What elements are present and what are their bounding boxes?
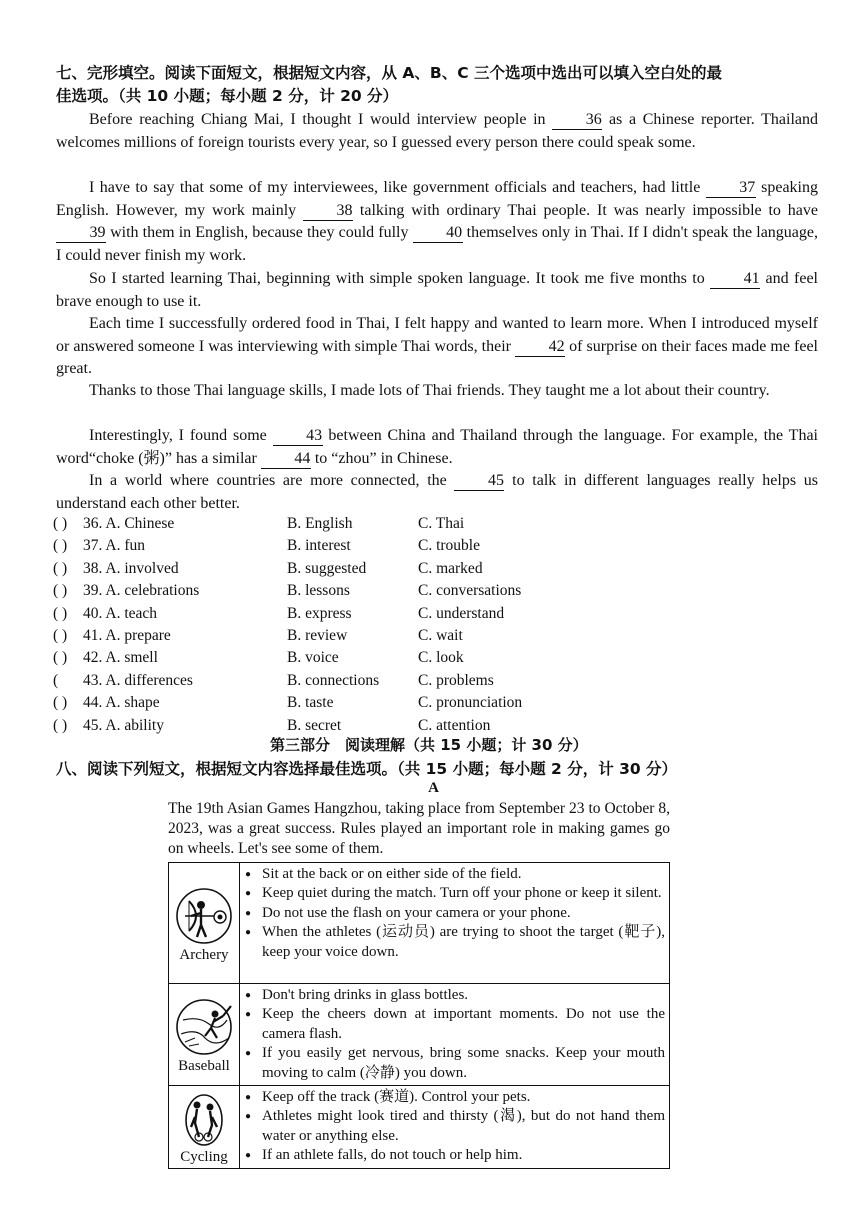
option-a: 39. A. celebrations [83, 582, 200, 600]
answer-bracket[interactable]: ( ) [53, 694, 68, 712]
text-run: In a world where countries are more connected, the [89, 472, 455, 489]
answer-bracket[interactable]: ( ) [53, 604, 68, 622]
table-row [169, 1086, 670, 1169]
text-run: themselves only in Thai. If I didn't speak the language, I could never finish my work. [56, 224, 818, 264]
text-run: of surprise on their faces made me feel great. [56, 337, 818, 378]
passage-label: A [428, 780, 439, 796]
rules-list [240, 984, 669, 1085]
text-run: and feel brave enough to use it. [56, 270, 819, 310]
text-run: to talk in different languages really helps us understand each other better. [56, 472, 818, 512]
passage-paragraph-2 [56, 177, 818, 267]
rule-item: ● Keep the cheers down at important moments. Do not use the camera flash. [262, 1005, 665, 1044]
option-b: B. interest [287, 537, 351, 555]
option-c: C. understand [418, 604, 505, 622]
blank-39: 39 [56, 224, 106, 243]
part3-heading: 第三部分 阅读理解（共 15 小题；计 30 分） [270, 736, 588, 754]
text-run: So I started learning Thai, beginning with simple spoken language. It took me five months to [89, 270, 711, 287]
answer-bracket[interactable]: ( ) [53, 582, 68, 600]
option-b: B. review [287, 626, 348, 644]
answer-bracket[interactable]: ( ) [53, 559, 68, 577]
option-c: C. attention [418, 716, 491, 734]
passage-paragraph-7 [56, 470, 818, 515]
question-row [53, 692, 573, 714]
option-b: B. suggested [287, 559, 367, 577]
option-b: B. voice [287, 649, 339, 667]
text-run: talking with ordinary Thai people. It was nearly impossible to have [353, 201, 819, 219]
blank-43: 43 [273, 427, 323, 446]
rule-item: ● If an athlete falls, do not touch or help him. [262, 1146, 665, 1165]
option-a: 43. A. differences [83, 671, 193, 689]
option-c: C. look [418, 649, 464, 667]
sport-name: Cycling [180, 1148, 228, 1165]
section8-heading: 八、阅读下列短文，根据短文内容选择最佳选项。（共 15 小题；每小题 2 分，计 30 分） [56, 760, 678, 778]
answer-bracket[interactable]: ( ) [53, 515, 68, 532]
option-a: 38. A. involved [83, 559, 179, 577]
question-row [53, 558, 573, 580]
text-run: to “zhou” in Chinese. [310, 449, 453, 467]
option-b: B. connections [287, 671, 380, 689]
passage-paragraph-6 [56, 425, 818, 470]
text-run: with them in English, because they could fully [106, 224, 413, 242]
table-row [169, 863, 670, 984]
blank-45: 45 [454, 472, 504, 491]
rule-item: ● Do not use the flash on your camera or your phone. [262, 904, 665, 923]
question-options [53, 513, 573, 737]
option-c: C. Thai [418, 515, 465, 532]
sport-name: Archery [179, 946, 229, 963]
option-c: C. wait [418, 626, 463, 644]
rule-item: ● When the athletes (运动员) are trying to shoot the target (靶子), keep your voice down. [262, 923, 665, 962]
text-run: between China and Thailand through the language. For example, the Thai word“choke (粥)” has a similar [56, 427, 818, 467]
blank-38: 38 [303, 202, 353, 221]
rule-item: ● Athletes might look tired and thirsty (渴), but do not hand them water or anything else. [262, 1107, 665, 1146]
question-row [53, 603, 573, 625]
question-row [53, 625, 573, 647]
option-c: C. marked [418, 559, 483, 577]
question-row [53, 513, 573, 535]
passage-paragraph-3 [56, 268, 818, 313]
text-run: as a Chinese reporter. Thailand welcomes millions of foreign tourists every year, so I guessed every person there could speak some. [56, 111, 818, 151]
blank-44: 44 [261, 450, 311, 469]
rule-item: ● Don't bring drinks in glass bottles. [262, 986, 665, 1005]
blank-42: 42 [515, 338, 565, 357]
option-a: 44. A. shape [83, 694, 160, 712]
question-row [53, 580, 573, 602]
rules-cell [240, 863, 670, 984]
question-row [53, 647, 573, 669]
section7-heading-line2: 佳选项。（共 10 小题；每小题 2 分，计 20 分） [56, 86, 399, 105]
rule-item: ● Keep quiet during the match. Turn off your phone or keep it silent. [262, 884, 665, 903]
option-a: 45. A. ability [83, 716, 164, 734]
rules-list [240, 1086, 669, 1168]
text-run: I have to say that some of my interviewees, like government officials and teachers, had little [89, 179, 706, 196]
answer-bracket[interactable]: ( [53, 671, 59, 689]
baseball-icon [175, 998, 233, 1056]
archery-icon [175, 887, 233, 945]
option-c: C. problems [418, 671, 494, 689]
section7-heading [56, 62, 820, 107]
text-run: Interestingly, I found some [89, 427, 273, 444]
text-run: Each time I successfully ordered food in Thai, I felt happy and wanted to learn more. When I introduced myself or answered someone I was interviewing with simple Thai words, their [56, 315, 818, 355]
rules-cell [240, 984, 670, 1086]
rules-list [240, 863, 669, 964]
table-row [169, 984, 670, 1086]
option-a: 36. A. Chinese [83, 515, 175, 532]
option-c: C. pronunciation [418, 694, 523, 712]
rule-item: ● If you easily get nervous, bring some snacks. Keep your mouth moving to calm (冷静) you down. [262, 1044, 665, 1083]
sport-name: Baseball [178, 1058, 230, 1075]
rules-table [168, 862, 670, 1169]
option-a: 40. A. teach [83, 604, 158, 622]
blank-41: 41 [710, 270, 760, 289]
blank-37: 37 [706, 179, 756, 198]
passage-paragraph-5: Thanks to those Thai language skills, I made lots of Thai friends. They taught me a lot about their country. [89, 382, 770, 399]
option-a: 42. A. smell [83, 649, 158, 667]
sport-cell [169, 1086, 240, 1169]
option-a: 41. A. prepare [83, 626, 171, 644]
answer-bracket[interactable]: ( ) [53, 716, 68, 734]
option-c: C. trouble [418, 537, 480, 555]
question-row [53, 670, 573, 692]
option-b: B. taste [287, 694, 334, 712]
option-c: C. conversations [418, 582, 522, 600]
option-b: B. English [287, 515, 353, 532]
section7-heading-line1: 七、完形填空。阅读下面短文，根据短文内容，从 A、B、C 三个选项中选出可以填入空白处的最 [56, 64, 722, 82]
option-b: B. lessons [287, 582, 350, 600]
passage-paragraph-4 [56, 313, 818, 381]
text-run: Before reaching Chiang Mai, I thought I would interview people in [89, 111, 553, 128]
rule-item: ● Sit at the back or on either side of the field. [262, 865, 665, 884]
rules-cell [240, 1086, 670, 1169]
question-row [53, 535, 573, 557]
option-b: B. express [287, 604, 352, 622]
option-b: B. secret [287, 716, 342, 734]
blank-36: 36 [552, 111, 602, 130]
option-a: 37. A. fun [83, 537, 145, 555]
rule-item: ● Keep off the track (赛道). Control your pets. [262, 1088, 665, 1107]
answer-bracket[interactable]: ( ) [53, 626, 68, 644]
blank-40: 40 [413, 224, 463, 243]
cycling-icon [177, 1093, 231, 1147]
passage-a-intro: The 19th Asian Games Hangzhou, taking place from September 23 to October 8, 2023, was a great success. Rules played an important role in making games go on wheels. Let's see some of them. [168, 800, 670, 857]
sport-cell [169, 984, 240, 1086]
passage-paragraph-1 [56, 109, 818, 154]
answer-bracket[interactable]: ( ) [53, 537, 68, 555]
sport-cell [169, 863, 240, 984]
answer-bracket[interactable]: ( ) [53, 649, 68, 667]
text-run: speaking English. However, my work mainly [56, 179, 819, 219]
